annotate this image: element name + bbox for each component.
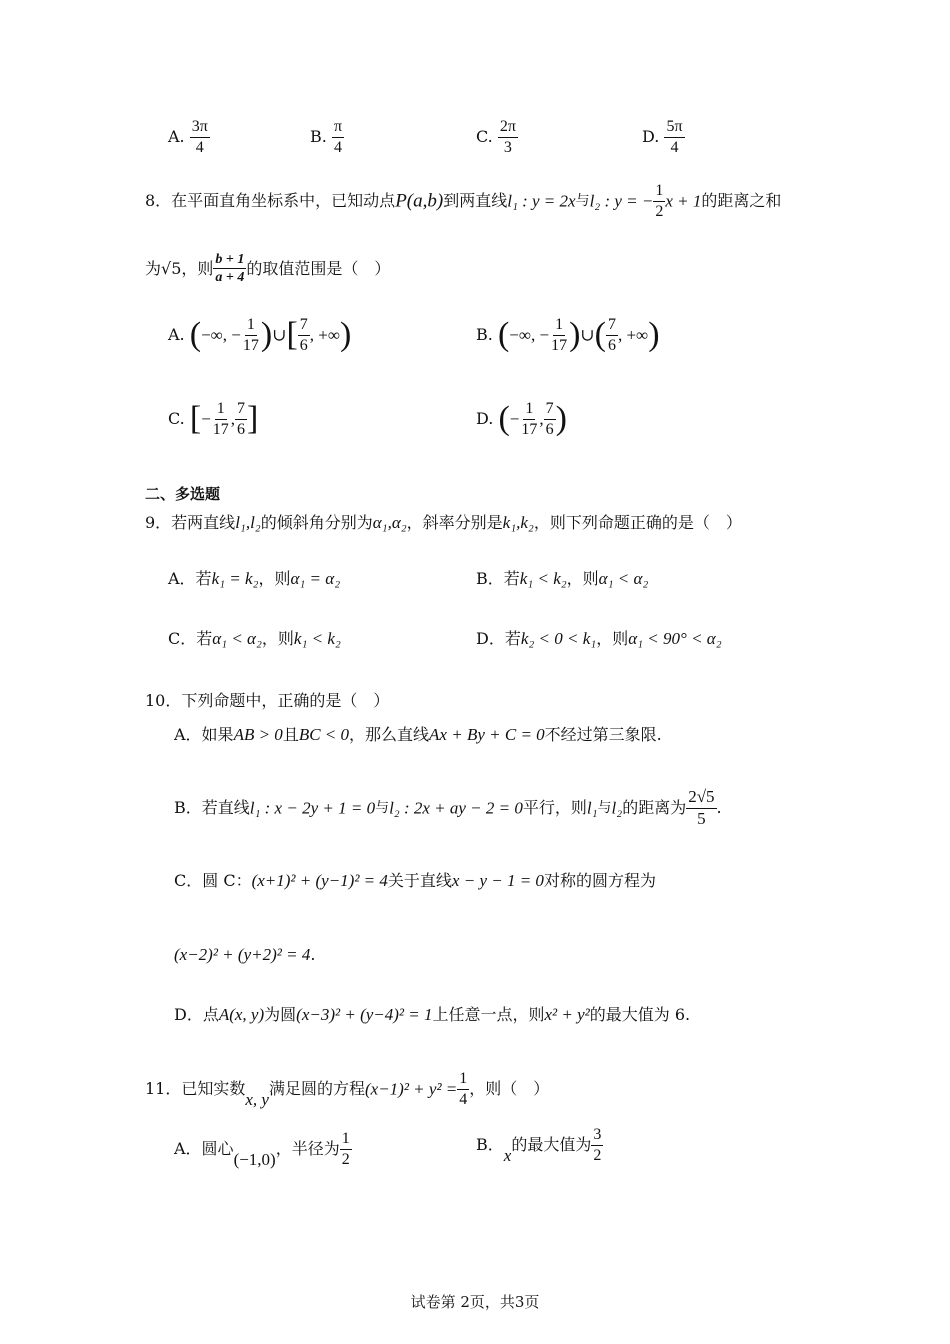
q8-line-l2: l₂ : y = − (589, 191, 654, 211)
q11-stem: 11．已知实数x, y满足圆的方程(x−1)² + y² = $\frac{1}{4}$ ，则（ ） (145, 1070, 550, 1110)
q11-option-a: A．圆心(−1,0)，半径为 $\frac{1}{2}$ (174, 1130, 350, 1170)
section-heading: 二、多选题 (145, 485, 221, 503)
q7-option-c: C. $\frac{2\pi}{3}$ (476, 118, 516, 156)
q9-option-a: A．若k₁ = k₂，则α₁ = α₂ (168, 569, 341, 588)
q7-option-b-frac: $\frac{\pi}{4}$ (333, 118, 343, 156)
q8-option-b: B. (−∞, − $\frac{1}{17}$ )∪( $\frac{7}{6}$ , +∞) (476, 316, 660, 354)
q9-option-d: D．若k₂ < 0 < k₁，则α₁ < 90° < α₂ (476, 629, 722, 648)
q10-option-d: D．点A(x, y)为圆(x−3)² + (y−4)² = 1上任意一点，则x² + y²的最大值为 6. (174, 1005, 691, 1024)
q8-point: P(a,b) (395, 190, 444, 212)
q8-stem-line2: 为√5，则 $\frac{b + 1}{a + 4}$ 的取值范围是（ ） (145, 252, 391, 286)
q8-option-d: D. (− $\frac{1}{17}$ , $\frac{7}{6}$ ) (476, 400, 567, 438)
page-footer: 试卷第 2页，共3页 (410, 1293, 540, 1311)
q8-ratio-frac: $\frac{b + 1}{a + 4}$ (215, 252, 245, 286)
q8-option-c: C. [− $\frac{1}{17}$ , $\frac{7}{6}$ ] (168, 400, 259, 438)
q9-stem: 9．若两直线l₁,l₂的倾斜角分别为α₁,α₂，斜率分别是k₁,k₂，则下列命题正确的是（ ） (145, 513, 742, 532)
q10-option-c-line2: (x−2)² + (y+2)² = 4. (174, 945, 316, 964)
q7-option-c-frac: $\frac{2\pi}{3}$ (499, 118, 516, 156)
q7-option-a-frac: $\frac{3\pi}{4}$ (191, 118, 208, 156)
q8-line-l1: l₁ : y = 2x (507, 191, 576, 211)
q9-option-b: B．若k₁ < k₂，则α₁ < α₂ (476, 569, 649, 588)
q7-option-d-frac: $\frac{5\pi}{4}$ (666, 118, 683, 156)
q10-stem: 10．下列命题中，正确的是（ ） (145, 691, 390, 710)
q7-option-b: B. $\frac{\pi}{4}$ (310, 118, 343, 156)
q8-option-a: A. (−∞, − $\frac{1}{17}$ )∪[ $\frac{7}{6}$ , +∞) (168, 316, 352, 354)
q10-option-a: A．如果AB > 0且BC < 0，那么直线Ax + By + C = 0不经过第三象限. (174, 725, 662, 744)
q10-option-b: B．若直线l₁ : x − 2y + 1 = 0与l₂ : 2x + ay − 2 = 0平行，则l₁与l₂的距离为 $\frac{2√5}{5}$ . (174, 787, 722, 828)
q10-option-c: C．圆 C：(x+1)² + (y−1)² = 4关于直线x − y − 1 = 0对称的圆方程为 (174, 871, 656, 890)
q9-option-c: C．若α₁ < α₂，则k₁ < k₂ (168, 629, 341, 648)
q11-option-b: B．x的最大值为 $\frac{3}{2}$ (476, 1126, 602, 1166)
q7-option-d: D. $\frac{5\pi}{4}$ (642, 118, 683, 156)
q8-stem-line1: 8．在平面直角坐标系中，已知动点P(a,b)到两直线l₁ : y = 2x与l₂ : y = − $\frac{1}{2}$ x + 1的距离之和 (145, 182, 782, 220)
q7-option-a: A. $\frac{3\pi}{4}$ (168, 118, 208, 156)
